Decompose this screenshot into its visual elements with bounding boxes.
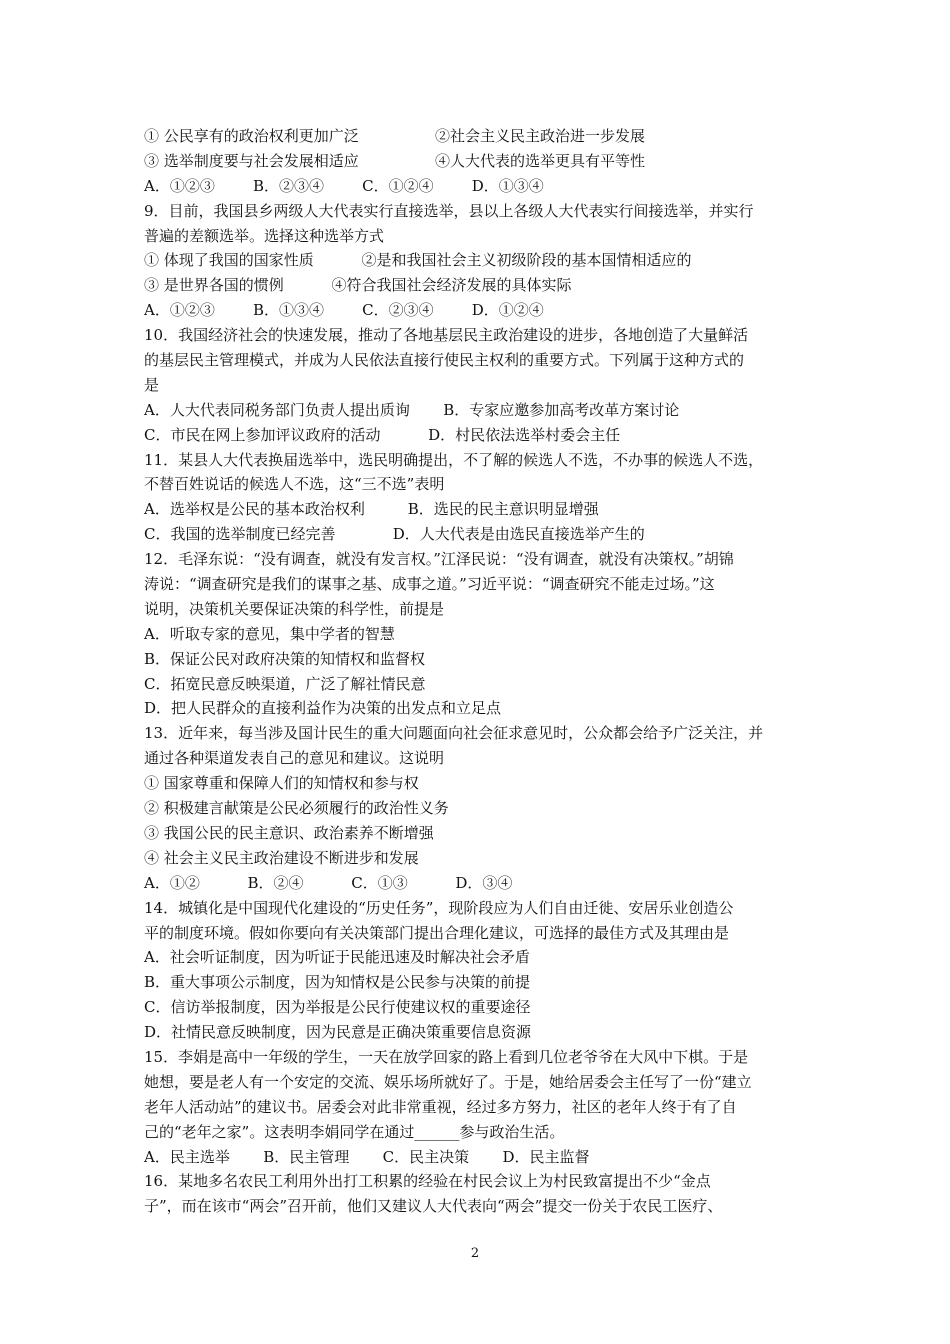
text-line: A．①②③ B．②③④ C．①②④ D．①③④ <box>144 176 544 195</box>
text-line: ③ 选举制度要与社会发展相适应 ④人大代表的选举更具有平等性 <box>144 151 646 170</box>
text-line: A．选举权是公民的基本政治权利 B．选民的民主意识明显增强 <box>144 500 599 519</box>
text-line: A．民主选举 B．民主管理 C．民主决策 D．民主监督 <box>144 1147 590 1166</box>
text-line: ① 体现了我国的国家性质 ②是和我国社会主义初级阶段的基本国情相适应的 <box>144 251 692 270</box>
text-line: 是 <box>144 375 160 394</box>
text-line: A．社会听证制度，因为听证于民能迅速及时解决社会矛盾 <box>144 948 530 967</box>
text-line: D．社情民意反映制度，因为民意是正确决策重要信息资源 <box>144 1023 532 1042</box>
text-line: 10．我国经济社会的快速发展，推动了各地基层民主政治建设的进步，各地创造了大量鲜活 <box>144 326 749 345</box>
text-line: 普遍的差额选举。选择这种选举方式 <box>144 226 385 245</box>
text-line: 不替百姓说话的候选人不选，这“三不选”表明 <box>144 475 445 494</box>
text-line: C．市民在网上参加评议政府的活动 D．村民依法选举村委会主任 <box>144 425 621 444</box>
text-line: ③ 我国公民的民主意识、政治素养不断增强 <box>144 823 434 842</box>
text-line: 9．目前，我国县乡两级人大代表实行直接选举，县以上各级人大代表实行间接选举，并实行 <box>144 201 754 220</box>
text-line: ④ 社会主义民主政治建设不断进步和发展 <box>144 848 419 867</box>
text-line: 涛说：“调查研究是我们的谋事之基、成事之道。”习近平说：“调查研究不能走过场。”这 <box>144 575 715 594</box>
text-line: 13．近年来，每当涉及国计民生的重大问题面向社会征求意见时，公众都会给予广泛关注，并 <box>144 724 764 743</box>
text-line: 平的制度环境。假如你要向有关决策部门提出合理化建议，可选择的最佳方式及其理由是 <box>144 923 730 942</box>
text-line: A．①②③ B．①③④ C．②③④ D．①②④ <box>144 301 544 320</box>
text-line: ① 国家尊重和保障人们的知情权和参与权 <box>144 774 419 793</box>
text-line: ① 公民享有的政治权利更加广泛 ②社会主义民主政治进一步发展 <box>144 127 646 145</box>
text-line: 12．毛泽东说：“没有调查，就没有发言权。”江泽民说：“没有调查，就没有决策权。”胡锦 <box>144 550 734 569</box>
text-line: A．听取专家的意见，集中学者的智慧 <box>144 624 395 643</box>
text-line: 通过各种渠道发表自己的意见和建议。这说明 <box>144 749 445 768</box>
text-line: B．保证公民对政府决策的知情权和监督权 <box>144 649 426 668</box>
text-line: 老年人活动站”的建议书。居委会对此非常重视，经过多方努力，社区的老年人终于有了自 <box>144 1097 737 1116</box>
text-line: C．信访举报制度，因为举报是公民行使建议权的重要途径 <box>144 998 531 1017</box>
text-line: 的基层民主管理模式，并成为人民依法直接行使民主权利的重要方式。下列属于这种方式的 <box>144 351 745 370</box>
text-line: A．①② B．②④ C．①③ D．③④ <box>144 873 513 892</box>
text-line: D．把人民群众的直接利益作为决策的出发点和立足点 <box>144 699 502 718</box>
text-line: 16．某地多名农民工利用外出打工积累的经验在村民会议上为村民致富提出不少“金点 <box>144 1172 711 1191</box>
text-line: 14．城镇化是中国现代化建设的“历史任务”，现阶段应为人们自由迁徙、安居乐业创造公 <box>144 898 734 917</box>
document-body <box>144 124 814 1219</box>
text-line: C．拓宽民意反映渠道，广泛了解社情民意 <box>144 674 426 693</box>
text-line: C．我国的选举制度已经完善 D．人大代表是由选民直接选举产生的 <box>144 525 645 544</box>
text-line: ② 积极建言献策是公民必须履行的政治性义务 <box>144 799 449 818</box>
text-line: 子”，而在该市“两会”召开前，他们又建议人大代表向“两会”提交一份关于农民工医疗、 <box>144 1197 723 1216</box>
text-line: 说明，决策机关要保证决策的科学性，前提是 <box>144 599 445 618</box>
text-line: 15．李娟是高中一年级的学生，一天在放学回家的路上看到几位老爷爷在大风中下棋。于是 <box>144 1047 749 1066</box>
text-line: 11．某县人大代表换届选举中，选民明确提出，不了解的候选人不选，不办事的候选人不选， <box>144 450 764 469</box>
text-line: A．人大代表同税务部门负责人提出质询 B．专家应邀参加高考改革方案讨论 <box>144 400 680 419</box>
text-line: B．重大事项公示制度，因为知情权是公民参与决策的前提 <box>144 973 531 992</box>
text-line: 她想，要是老人有一个安定的交流、娱乐场所就好了。于是，她给居委会主任写了一份“建立 <box>144 1072 752 1091</box>
text-line: 己的“老年之家”。这表明李娟同学在通过______参与政治生活。 <box>144 1122 565 1141</box>
text-line: ③ 是世界各国的惯例 ④符合我国社会经济发展的具体实际 <box>144 276 572 295</box>
page-number: 2 <box>470 1246 480 1261</box>
